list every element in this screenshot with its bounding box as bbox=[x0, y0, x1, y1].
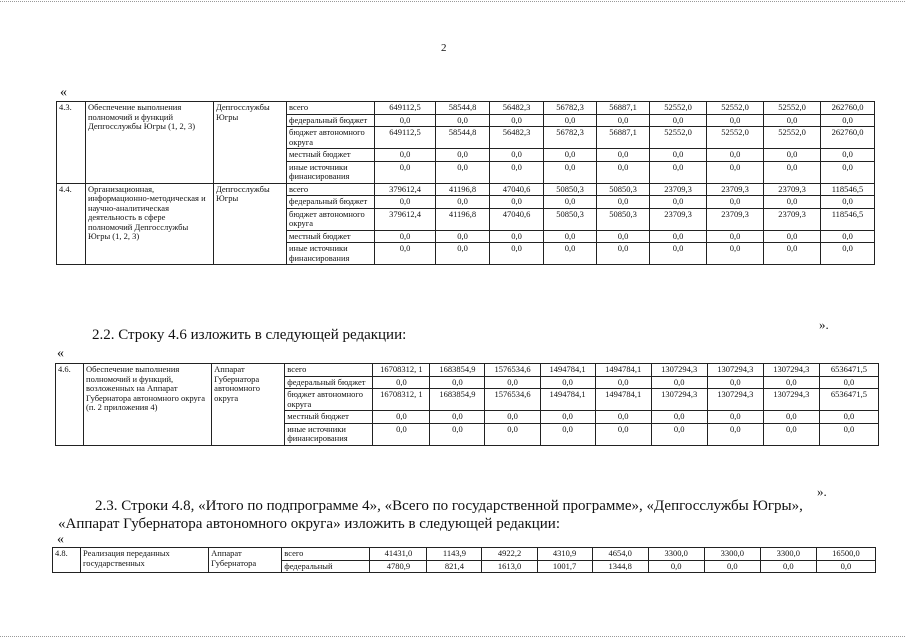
executor-cell: Депгосслужбы Югры bbox=[214, 183, 287, 265]
amount-cell: 0,0 bbox=[763, 376, 819, 389]
amount-cell: 0,0 bbox=[540, 423, 595, 445]
amount-cell: 0,0 bbox=[821, 196, 875, 209]
amount-cell: 649112,5 bbox=[375, 102, 436, 115]
amount-cell: 0,0 bbox=[707, 196, 764, 209]
amount-cell: 23709,3 bbox=[707, 208, 764, 230]
amount-cell: 0,0 bbox=[651, 411, 707, 424]
amount-cell: 1001,7 bbox=[537, 560, 592, 573]
amount-cell: 1307294,3 bbox=[763, 364, 819, 377]
amount-cell: 0,0 bbox=[436, 161, 490, 183]
amount-cell: 1494784,1 bbox=[540, 389, 595, 411]
amount-cell: 379612,4 bbox=[375, 208, 436, 230]
measure-name-cell: Реализация переданных государственных bbox=[81, 548, 209, 573]
amount-cell: 52552,0 bbox=[764, 127, 821, 149]
amount-cell: 0,0 bbox=[819, 411, 878, 424]
amount-cell: 0,0 bbox=[707, 411, 763, 424]
amount-cell: 23709,3 bbox=[764, 183, 821, 196]
amount-cell: 0,0 bbox=[707, 376, 763, 389]
amount-cell: 0,0 bbox=[650, 230, 707, 243]
amount-cell: 0,0 bbox=[544, 161, 597, 183]
amount-cell: 1576534,6 bbox=[485, 364, 540, 377]
amount-cell: 0,0 bbox=[544, 230, 597, 243]
amount-cell: 0,0 bbox=[597, 161, 650, 183]
amount-cell: 0,0 bbox=[544, 196, 597, 209]
amount-cell: 0,0 bbox=[821, 230, 875, 243]
amount-cell: 56782,3 bbox=[544, 102, 597, 115]
funding-source-cell: местный бюджет bbox=[287, 149, 375, 162]
funding-source-cell: федеральный бюджет bbox=[287, 196, 375, 209]
amount-cell: 1613,0 bbox=[482, 560, 537, 573]
amount-cell: 47040,6 bbox=[490, 208, 544, 230]
amount-cell: 0,0 bbox=[648, 560, 704, 573]
amount-cell: 0,0 bbox=[707, 114, 764, 127]
amount-cell: 52552,0 bbox=[707, 127, 764, 149]
amount-cell: 821,4 bbox=[427, 560, 482, 573]
amount-cell: 649112,5 bbox=[375, 127, 436, 149]
amount-cell: 0,0 bbox=[651, 376, 707, 389]
amount-cell: 0,0 bbox=[707, 230, 764, 243]
amount-cell: 1683854,9 bbox=[430, 389, 485, 411]
amount-cell: 52552,0 bbox=[650, 102, 707, 115]
amount-cell: 0,0 bbox=[760, 560, 816, 573]
amount-cell: 56887,1 bbox=[597, 127, 650, 149]
amount-cell: 3300,0 bbox=[704, 548, 760, 561]
amount-cell: 0,0 bbox=[764, 161, 821, 183]
measure-name-cell: Организационная, информационно-методическая и научно-аналитическая деятельность в сфере полномочий Депгосслужбы Югры (1, 2, 3) bbox=[86, 183, 214, 265]
amount-cell: 1307294,3 bbox=[763, 389, 819, 411]
program-table-rows-4-3-4-4 bbox=[56, 101, 875, 265]
amount-cell: 0,0 bbox=[430, 423, 485, 445]
amount-cell: 6536471,5 bbox=[819, 364, 878, 377]
amount-cell: 47040,6 bbox=[490, 183, 544, 196]
amount-cell: 0,0 bbox=[375, 196, 436, 209]
amount-cell: 0,0 bbox=[764, 243, 821, 265]
row-number-cell: 4.8. bbox=[53, 548, 81, 573]
amount-cell: 0,0 bbox=[490, 149, 544, 162]
amount-cell: 0,0 bbox=[595, 423, 651, 445]
amount-cell: 4780,9 bbox=[370, 560, 427, 573]
amount-cell: 0,0 bbox=[821, 161, 875, 183]
amount-cell: 0,0 bbox=[650, 149, 707, 162]
amount-cell: 0,0 bbox=[651, 423, 707, 445]
measure-name-cell: Обеспечение выполнения полномочий и функций Депгосслужбы Югры (1, 2, 3) bbox=[86, 102, 214, 184]
funding-source-cell: бюджет автономного округа bbox=[287, 127, 375, 149]
amount-cell: 0,0 bbox=[430, 411, 485, 424]
amount-cell: 3300,0 bbox=[760, 548, 816, 561]
amount-cell: 0,0 bbox=[485, 423, 540, 445]
amount-cell: 50850,3 bbox=[544, 183, 597, 196]
amount-cell: 0,0 bbox=[373, 423, 430, 445]
amount-cell: 16500,0 bbox=[816, 548, 875, 561]
funding-source-cell: бюджет автономного округа bbox=[285, 389, 373, 411]
amount-cell: 0,0 bbox=[650, 114, 707, 127]
scan-edge-top bbox=[0, 1, 905, 2]
table-row bbox=[56, 364, 879, 377]
amount-cell: 0,0 bbox=[436, 196, 490, 209]
amount-cell: 16708312, 1 bbox=[373, 389, 430, 411]
amount-cell: 0,0 bbox=[764, 149, 821, 162]
amount-cell: 0,0 bbox=[375, 161, 436, 183]
amount-cell: 0,0 bbox=[436, 149, 490, 162]
amount-cell: 0,0 bbox=[490, 161, 544, 183]
amount-cell: 0,0 bbox=[816, 560, 875, 573]
amount-cell: 0,0 bbox=[819, 376, 878, 389]
amount-cell: 0,0 bbox=[436, 230, 490, 243]
amount-cell: 41196,8 bbox=[436, 183, 490, 196]
amount-cell: 0,0 bbox=[436, 243, 490, 265]
amount-cell: 0,0 bbox=[707, 243, 764, 265]
amount-cell: 56887,1 bbox=[597, 102, 650, 115]
amount-cell: 0,0 bbox=[373, 376, 430, 389]
funding-source-cell: федеральный bbox=[282, 560, 370, 573]
amount-cell: 1307294,3 bbox=[651, 389, 707, 411]
amount-cell: 0,0 bbox=[540, 376, 595, 389]
amount-cell: 3300,0 bbox=[648, 548, 704, 561]
funding-source-cell: федеральный бюджет bbox=[287, 114, 375, 127]
amount-cell: 0,0 bbox=[544, 149, 597, 162]
table-row bbox=[57, 102, 875, 115]
amount-cell: 58544,8 bbox=[436, 102, 490, 115]
amount-cell: 0,0 bbox=[595, 376, 651, 389]
amount-cell: 0,0 bbox=[485, 411, 540, 424]
table-row bbox=[57, 183, 875, 196]
amount-cell: 0,0 bbox=[430, 376, 485, 389]
amount-cell: 1576534,6 bbox=[485, 389, 540, 411]
amount-cell: 0,0 bbox=[485, 376, 540, 389]
amount-cell: 41196,8 bbox=[436, 208, 490, 230]
amount-cell: 0,0 bbox=[764, 230, 821, 243]
scan-edge-bottom bbox=[0, 636, 905, 637]
amount-cell: 118546,5 bbox=[821, 183, 875, 196]
amount-cell: 0,0 bbox=[707, 149, 764, 162]
amount-cell: 16708312, 1 bbox=[373, 364, 430, 377]
amount-cell: 118546,5 bbox=[821, 208, 875, 230]
funding-source-cell: всего bbox=[285, 364, 373, 377]
amount-cell: 1143,9 bbox=[427, 548, 482, 561]
row-number-cell: 4.4. bbox=[57, 183, 86, 265]
amount-cell: 0,0 bbox=[540, 411, 595, 424]
amount-cell: 52552,0 bbox=[707, 102, 764, 115]
amount-cell: 0,0 bbox=[819, 423, 878, 445]
amount-cell: 0,0 bbox=[544, 243, 597, 265]
funding-source-cell: местный бюджет bbox=[285, 411, 373, 424]
amount-cell: 23709,3 bbox=[650, 183, 707, 196]
amount-cell: 0,0 bbox=[821, 114, 875, 127]
executor-cell: Аппарат Губернатора автономного округа bbox=[212, 364, 285, 446]
amount-cell: 52552,0 bbox=[764, 102, 821, 115]
funding-source-cell: всего bbox=[287, 102, 375, 115]
amount-cell: 0,0 bbox=[375, 114, 436, 127]
amount-cell: 0,0 bbox=[763, 411, 819, 424]
amount-cell: 0,0 bbox=[375, 243, 436, 265]
page-number: 2 bbox=[441, 42, 447, 54]
program-table-row-4-8 bbox=[52, 547, 876, 573]
funding-source-cell: всего bbox=[287, 183, 375, 196]
amount-cell: 262760,0 bbox=[821, 127, 875, 149]
row-number-cell: 4.3. bbox=[57, 102, 86, 184]
amount-cell: 56482,3 bbox=[490, 102, 544, 115]
funding-source-cell: федеральный бюджет bbox=[285, 376, 373, 389]
amount-cell: 1307294,3 bbox=[707, 364, 763, 377]
funding-source-cell: иные источники финансирования bbox=[287, 243, 375, 265]
amount-cell: 50850,3 bbox=[544, 208, 597, 230]
funding-source-cell: всего bbox=[282, 548, 370, 561]
funding-source-cell: бюджет автономного округа bbox=[287, 208, 375, 230]
amount-cell: 0,0 bbox=[490, 230, 544, 243]
row-number-cell: 4.6. bbox=[56, 364, 84, 446]
amount-cell: 50850,3 bbox=[597, 208, 650, 230]
funding-source-cell: иные источники финансирования bbox=[287, 161, 375, 183]
funding-source-cell: местный бюджет bbox=[287, 230, 375, 243]
executor-cell: Депгосслужбы Югры bbox=[214, 102, 287, 184]
amount-cell: 0,0 bbox=[764, 196, 821, 209]
amount-cell: 0,0 bbox=[707, 161, 764, 183]
amount-cell: 4310,9 bbox=[537, 548, 592, 561]
amount-cell: 0,0 bbox=[375, 230, 436, 243]
amount-cell: 0,0 bbox=[597, 114, 650, 127]
amount-cell: 0,0 bbox=[821, 149, 875, 162]
amount-cell: 1683854,9 bbox=[430, 364, 485, 377]
amount-cell: 0,0 bbox=[597, 149, 650, 162]
amount-cell: 1494784,1 bbox=[595, 389, 651, 411]
amount-cell: 0,0 bbox=[597, 196, 650, 209]
amount-cell: 0,0 bbox=[597, 230, 650, 243]
amount-cell: 0,0 bbox=[764, 114, 821, 127]
program-table-row-4-6 bbox=[55, 363, 879, 446]
amount-cell: 0,0 bbox=[490, 196, 544, 209]
closing-quote-2: ». bbox=[817, 484, 827, 499]
amount-cell: 262760,0 bbox=[821, 102, 875, 115]
opening-quote-2: « bbox=[57, 346, 64, 361]
amount-cell: 56482,3 bbox=[490, 127, 544, 149]
amount-cell: 0,0 bbox=[490, 114, 544, 127]
opening-quote-1: « bbox=[60, 85, 67, 100]
amount-cell: 0,0 bbox=[650, 161, 707, 183]
amount-cell: 0,0 bbox=[763, 423, 819, 445]
amount-cell: 0,0 bbox=[704, 560, 760, 573]
section-2-3-heading-line-1: 2.3. Строки 4.8, «Итого по подпрограмме 4», «Всего по государственной программе», «Депгосслужбы Югры», bbox=[95, 498, 803, 514]
amount-cell: 23709,3 bbox=[707, 183, 764, 196]
amount-cell: 56782,3 bbox=[544, 127, 597, 149]
table-row bbox=[53, 548, 876, 561]
amount-cell: 0,0 bbox=[650, 196, 707, 209]
amount-cell: 0,0 bbox=[595, 411, 651, 424]
amount-cell: 1307294,3 bbox=[651, 364, 707, 377]
amount-cell: 52552,0 bbox=[650, 127, 707, 149]
amount-cell: 0,0 bbox=[544, 114, 597, 127]
amount-cell: 1344,8 bbox=[592, 560, 648, 573]
executor-cell: Аппарат Губернатора bbox=[209, 548, 282, 573]
measure-name-cell: Обеспечение выполнения полномочий и функций, возложенных на Аппарат Губернатора автономного округа (п. 2 приложения 4) bbox=[84, 364, 212, 446]
amount-cell: 0,0 bbox=[490, 243, 544, 265]
amount-cell: 1494784,1 bbox=[595, 364, 651, 377]
amount-cell: 58544,8 bbox=[436, 127, 490, 149]
amount-cell: 1494784,1 bbox=[540, 364, 595, 377]
amount-cell: 0,0 bbox=[650, 243, 707, 265]
amount-cell: 4922,2 bbox=[482, 548, 537, 561]
amount-cell: 41431,0 bbox=[370, 548, 427, 561]
amount-cell: 50850,3 bbox=[597, 183, 650, 196]
amount-cell: 23709,3 bbox=[650, 208, 707, 230]
amount-cell: 379612,4 bbox=[375, 183, 436, 196]
amount-cell: 0,0 bbox=[707, 423, 763, 445]
funding-source-cell: иные источники финансирования bbox=[285, 423, 373, 445]
amount-cell: 6536471,5 bbox=[819, 389, 878, 411]
amount-cell: 0,0 bbox=[373, 411, 430, 424]
amount-cell: 0,0 bbox=[436, 114, 490, 127]
amount-cell: 4654,0 bbox=[592, 548, 648, 561]
amount-cell: 23709,3 bbox=[764, 208, 821, 230]
amount-cell: 1307294,3 bbox=[707, 389, 763, 411]
opening-quote-3: « bbox=[57, 532, 64, 547]
closing-quote-1: ». bbox=[819, 317, 829, 332]
amount-cell: 0,0 bbox=[375, 149, 436, 162]
amount-cell: 0,0 bbox=[597, 243, 650, 265]
section-2-2-heading: 2.2. Строку 4.6 изложить в следующей редакции: bbox=[92, 327, 407, 343]
amount-cell: 0,0 bbox=[821, 243, 875, 265]
section-2-3-heading-line-2: «Аппарат Губернатора автономного округа» изложить в следующей редакции: bbox=[58, 516, 560, 532]
